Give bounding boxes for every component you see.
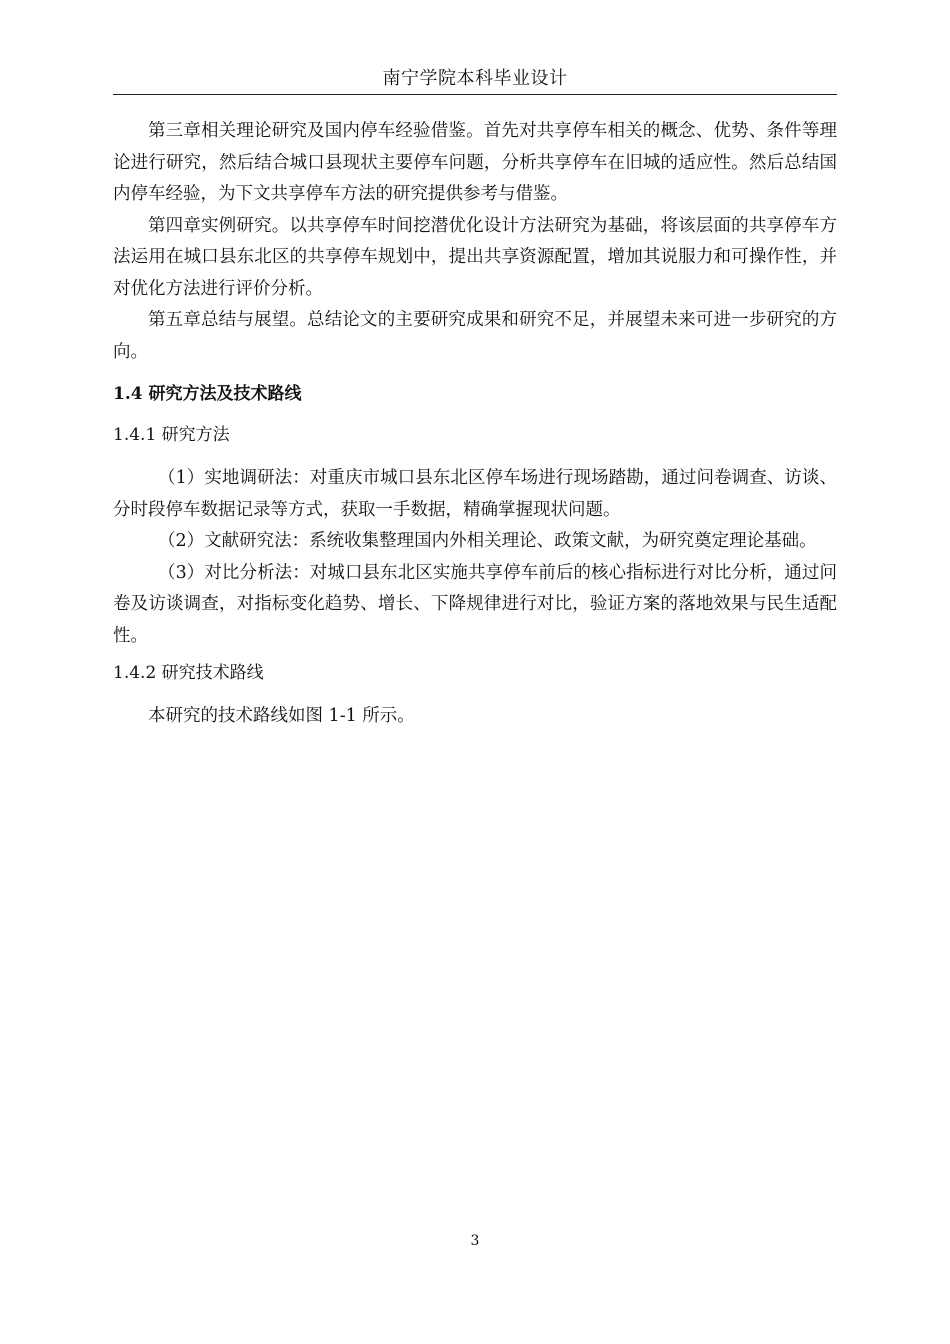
paragraph-chapter-5: 第五章总结与展望。总结论文的主要研究成果和研究不足，并展望未来可进一步研究的方向。 (113, 310, 837, 362)
paragraph-chapter-3: 第三章相关理论研究及国内停车经验借鉴。首先对共享停车相关的概念、优势、条件等理论进行研究，然后结合城口县现状主要停车问题，分析共享停车在旧城的适应性。然后总结国内停车经验，为下文共享停车方法的研究提供参考与借鉴。 (113, 121, 837, 204)
paragraph-tech-route: 本研究的技术路线如图 1-1 所示。 (148, 706, 415, 726)
page-body (113, 116, 837, 733)
header-divider (113, 94, 837, 95)
method-item-2: （2）文献研究法：系统收集整理国内外相关理论、政策文献，为研究奠定理论基础。 (158, 531, 817, 551)
subsection-heading-1-4-1: 1.4.1 研究方法 (113, 425, 230, 445)
method-item-1: （1）实地调研法：对重庆市城口县东北区停车场进行现场踏勘，通过问卷调查、访谈、分时段停车数据记录等方式，获取一手数据，精确掌握现状问题。 (113, 468, 837, 520)
running-header-title: 南宁学院本科毕业设计 (382, 68, 568, 89)
page-number: 3 (470, 1233, 480, 1249)
section-heading-1-4: 1.4 研究方法及技术路线 (113, 384, 302, 404)
paragraph-chapter-4: 第四章实例研究。以共享停车时间挖潜优化设计方法研究为基础，将该层面的共享停车方法运用在城口县东北区的共享停车规划中，提出共享资源配置，增加其说服力和可操作性，并对优化方法进行评价分析。 (113, 215, 837, 299)
subsection-heading-1-4-2: 1.4.2 研究技术路线 (113, 663, 264, 683)
method-item-3: （3）对比分析法：对城口县东北区实施共享停车前后的核心指标进行对比分析，通过问卷及访谈调查，对指标变化趋势、增长、下降规律进行对比，验证方案的落地效果与民生适配性。 (113, 562, 837, 646)
